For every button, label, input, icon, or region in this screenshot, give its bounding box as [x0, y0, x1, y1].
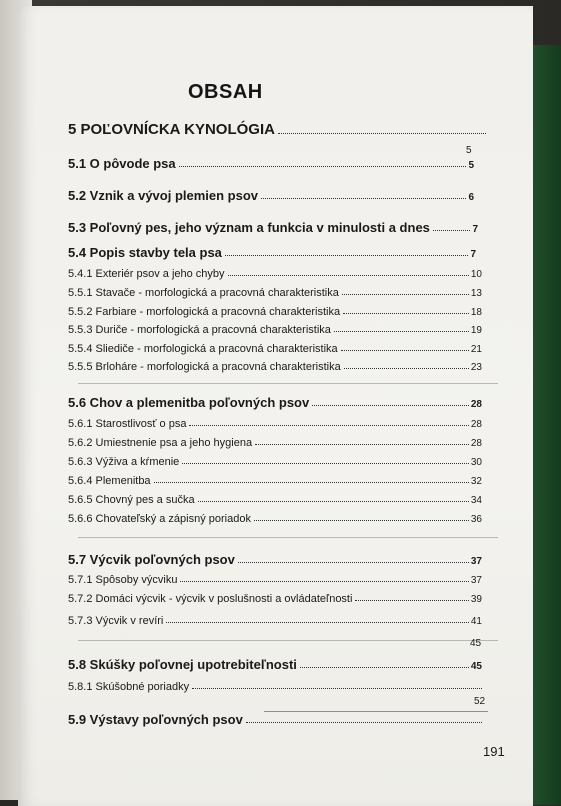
toc-entry: 5.7.2 Domáci výcvik - výcvik v poslušnosti a ovládateľnosti 39 [68, 593, 482, 605]
toc-entry: 5.3 Poľovný pes, jeho význam a funkcia v minulosti a dnes 7 [68, 220, 478, 235]
toc-entry: 5.6.6 Chovateľský a zápisný poriadok 36 [68, 513, 482, 525]
toc-entry: 5.4 Popis stavby tela psa 7 [68, 245, 476, 260]
stray-page-number: 45 [470, 638, 482, 649]
toc-entry: 5.7.3 Výcvik v revíri 41 [68, 615, 482, 627]
toc-entry: 5.7.1 Spôsoby výcviku 37 [68, 574, 482, 586]
toc-entry: 5.5.5 Brloháre - morfologická a pracovná charakteristika 23 [68, 361, 482, 373]
toc-chapter-label: 5 POĽOVNÍCKA KYNOLÓGIA [68, 121, 275, 138]
toc-entry: 5.4.1 Exteriér psov a jeho chyby 10 [68, 268, 482, 280]
toc-entry: 5.6.2 Umiestnenie psa a jeho hygiena 28 [68, 437, 482, 449]
toc-entry: 5.7 Výcvik poľovných psov 37 [68, 552, 482, 567]
section-divider [78, 640, 498, 641]
toc-entry: 5.9 Výstavy poľovných psov [68, 712, 484, 727]
dot-leader [278, 133, 486, 134]
toc-entry: 5.2 Vznik a vývoj plemien psov 6 [68, 188, 474, 203]
toc-entry: 5.6.1 Starostlivosť o psa 28 [68, 418, 482, 430]
toc-entry: 5.6.3 Výživa a kŕmenie 30 [68, 456, 482, 468]
toc-entry: 5.5.2 Farbiare - morfologická a pracovná charakteristika 18 [68, 306, 482, 318]
toc-entry: 5.5.4 Sliediče - morfologická a pracovná charakteristika 21 [68, 343, 482, 355]
stray-page-number: 52 [474, 696, 486, 707]
toc-entry: 5.1 O pôvode psa 5 [68, 156, 474, 171]
book-page [18, 6, 533, 806]
section-divider [78, 383, 498, 384]
page-number: 191 [483, 744, 505, 759]
toc-entry: 5.5.1 Stavače - morfologická a pracovná charakteristika 13 [68, 287, 482, 299]
toc-entry: 5.6 Chov a plemenitba poľovných psov 28 [68, 395, 482, 410]
page-title: OBSAH [188, 81, 263, 103]
toc-chapter-page: 5 [466, 145, 472, 156]
toc-chapter [68, 121, 488, 138]
toc-entry: 5.6.5 Chovný pes a sučka 34 [68, 494, 482, 506]
section-divider [78, 537, 498, 538]
toc-entry: 5.6.4 Plemenitba 32 [68, 475, 482, 487]
toc-entry: 5.8.1 Skúšobné poriadky [68, 681, 484, 693]
toc-entry: 5.8 Skúšky poľovnej upotrebiteľnosti 45 [68, 657, 482, 672]
leader-line [264, 711, 488, 712]
toc-entry: 5.5.3 Duriče - morfologická a pracovná charakteristika 19 [68, 324, 482, 336]
